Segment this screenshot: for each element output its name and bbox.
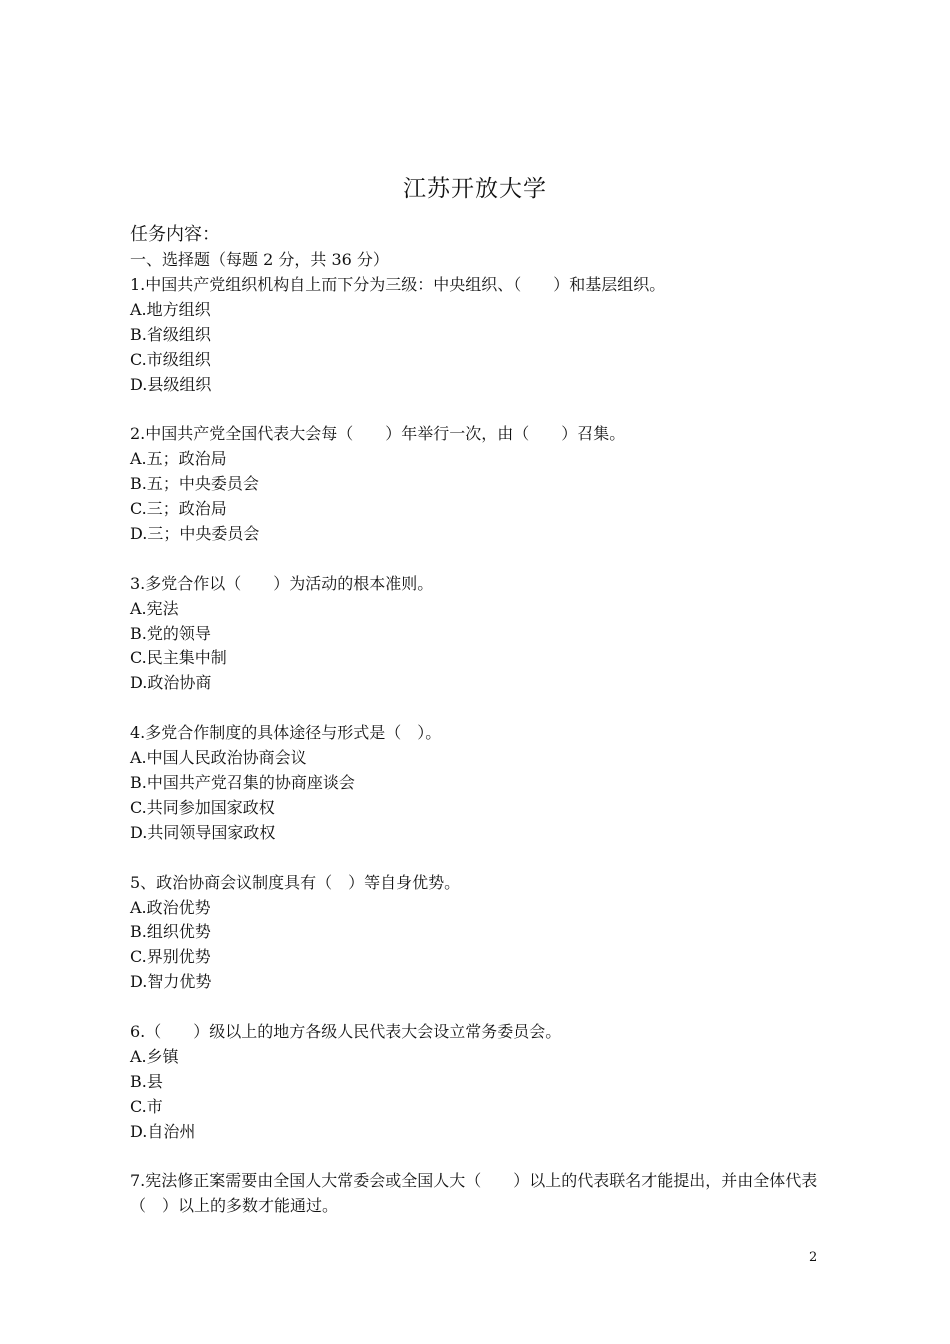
option-c: C.市: [130, 1096, 163, 1116]
option-d: D.政治协商: [130, 673, 212, 693]
section-header: 一、选择题（每题 2 分，共 36 分）: [130, 250, 389, 269]
document-content: [130, 222, 830, 1244]
question-block: [130, 273, 830, 398]
page-number: 2: [809, 1250, 818, 1265]
question-text: 5、政治协商会议制度具有（ ）等自身优势。: [130, 872, 461, 892]
option-a: A.乡镇: [130, 1046, 179, 1066]
question-text: 6.（ ）级以上的地方各级人民代表大会设立常务委员会。: [130, 1022, 562, 1042]
option-a: A.政治优势: [130, 897, 211, 917]
option-a: A.地方组织: [130, 299, 211, 319]
question-text: 7.宪法修正案需要由全国人大常委会或全国人大（ ）以上的代表联名才能提出，并由全体代表（ ）以上的多数才能通过。: [130, 1171, 818, 1216]
question-text: 1.中国共产党组织机构自上而下分为三级：中央组织、（ ）和基层组织。: [130, 274, 666, 294]
page-title: 江苏开放大学: [403, 176, 547, 202]
task-label: 任务内容：: [130, 224, 220, 245]
option-d: D.共同领导国家政权: [130, 822, 276, 842]
option-b: B.五；中央委员会: [130, 474, 259, 494]
option-c: C.共同参加国家政权: [130, 797, 275, 817]
option-c: C.界别优势: [130, 947, 211, 967]
option-b: B.组织优势: [130, 922, 211, 942]
option-a: A.中国人民政治协商会议: [130, 748, 307, 768]
question-block: [130, 1169, 830, 1219]
question-block: [130, 1020, 830, 1145]
question-text: 4.多党合作制度的具体途径与形式是（ ）。: [130, 723, 442, 743]
option-c: C.三；政治局: [130, 499, 227, 519]
option-b: B.省级组织: [130, 324, 211, 344]
question-block: [130, 422, 830, 547]
option-d: D.县级组织: [130, 374, 212, 394]
option-a: A.五；政治局: [130, 449, 227, 469]
question-block: [130, 871, 830, 996]
question-text: 2.中国共产党全国代表大会每（ ）年举行一次，由（ ）召集。: [130, 424, 626, 444]
question-block: [130, 572, 830, 697]
option-b: B.党的领导: [130, 623, 211, 643]
option-d: D.智力优势: [130, 972, 212, 992]
option-c: C.市级组织: [130, 349, 211, 369]
option-b: B.县: [130, 1071, 163, 1091]
option-c: C.民主集中制: [130, 648, 227, 668]
option-a: A.宪法: [130, 598, 179, 618]
question-text: 3.多党合作以（ ）为活动的根本准则。: [130, 573, 434, 593]
option-b: B.中国共产党召集的协商座谈会: [130, 772, 355, 792]
option-d: D.三；中央委员会: [130, 523, 260, 543]
question-block: [130, 721, 830, 846]
option-d: D.自治州: [130, 1121, 196, 1141]
